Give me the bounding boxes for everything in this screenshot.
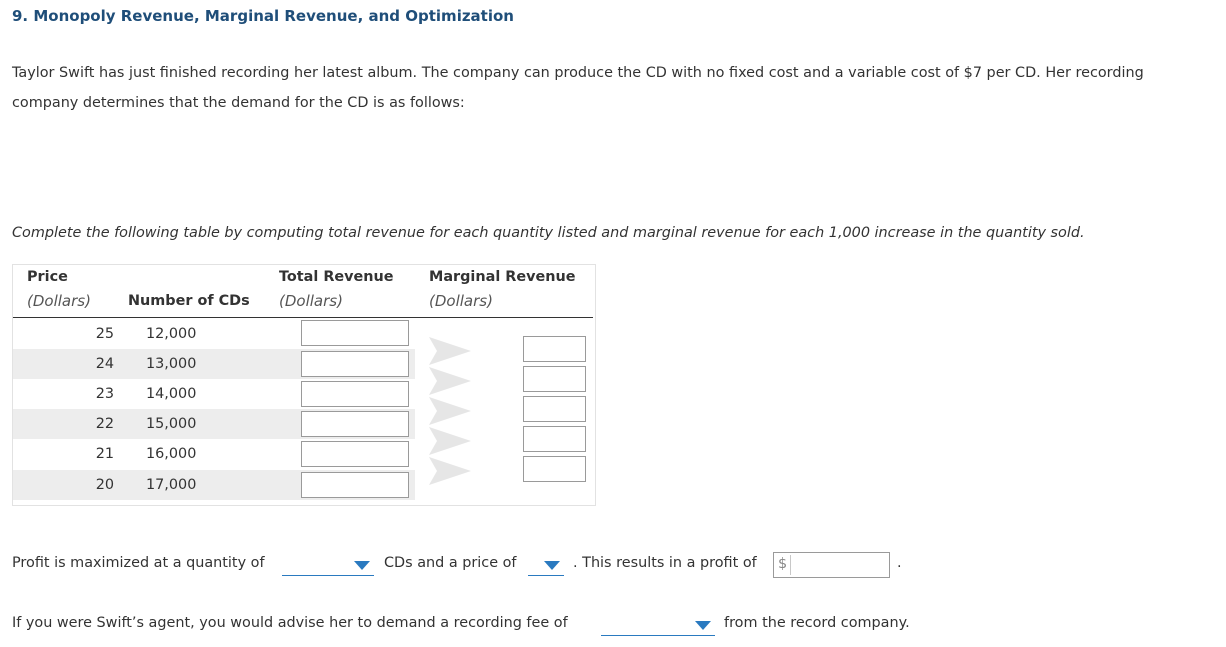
total-revenue-input[interactable] bbox=[301, 351, 409, 377]
marginal-revenue-input[interactable] bbox=[523, 456, 586, 482]
header-number-of-cds: Number of CDs bbox=[128, 293, 250, 309]
marginal-revenue-input[interactable] bbox=[523, 336, 586, 362]
instructions-text: Complete the following table by computing total revenue for each quantity listed and marginal revenue for each 1,000 increase in the quantity sold. bbox=[12, 225, 1085, 241]
price-cell: 20 bbox=[95, 477, 114, 493]
marginal-revenue-input[interactable] bbox=[523, 426, 586, 452]
total-revenue-input[interactable] bbox=[301, 320, 409, 346]
header-price-unit: (Dollars) bbox=[27, 292, 91, 310]
chevron-right-icon bbox=[429, 427, 471, 455]
currency-divider bbox=[790, 555, 791, 575]
agent-prompt-text: If you were Swift’s agent, you would advise her to demand a recording fee of bbox=[12, 615, 568, 631]
dropdown-arrow-icon bbox=[354, 561, 370, 570]
price-dropdown[interactable] bbox=[528, 555, 564, 576]
marginal-revenue-input[interactable] bbox=[523, 396, 586, 422]
chevron-right-icon bbox=[429, 337, 471, 365]
price-cell: 22 bbox=[95, 416, 114, 432]
profit-input[interactable] bbox=[773, 552, 890, 578]
profit-result-text: . This results in a profit of bbox=[573, 555, 757, 571]
price-cell: 23 bbox=[95, 386, 114, 402]
dollar-sign: $ bbox=[778, 556, 788, 572]
total-revenue-input[interactable] bbox=[301, 411, 409, 437]
header-marginal-revenue: Marginal Revenue bbox=[429, 269, 576, 285]
chevron-right-icon bbox=[429, 397, 471, 425]
total-revenue-input[interactable] bbox=[301, 381, 409, 407]
dropdown-arrow-icon bbox=[695, 621, 711, 630]
question-title: 9. Monopoly Revenue, Marginal Revenue, and Optimization bbox=[12, 7, 514, 25]
quantity-cell: 16,000 bbox=[146, 446, 197, 462]
price-cell: 25 bbox=[95, 326, 114, 342]
recording-fee-dropdown[interactable] bbox=[601, 615, 715, 636]
revenue-table bbox=[12, 264, 596, 506]
header-marginal-revenue-unit: (Dollars) bbox=[429, 292, 493, 310]
chevron-right-icon bbox=[429, 367, 471, 395]
quantity-cell: 14,000 bbox=[146, 386, 197, 402]
dropdown-arrow-icon bbox=[544, 561, 560, 570]
agent-suffix-text: from the record company. bbox=[724, 615, 910, 631]
quantity-cell: 12,000 bbox=[146, 326, 197, 342]
sentence-period: . bbox=[897, 555, 902, 571]
profit-prompt-text: Profit is maximized at a quantity of bbox=[12, 555, 265, 571]
header-price: Price bbox=[27, 269, 68, 285]
quantity-dropdown[interactable] bbox=[282, 555, 374, 576]
header-divider bbox=[13, 317, 593, 318]
header-total-revenue-unit: (Dollars) bbox=[279, 292, 343, 310]
total-revenue-input[interactable] bbox=[301, 472, 409, 498]
header-total-revenue: Total Revenue bbox=[279, 269, 394, 285]
price-cell: 24 bbox=[95, 356, 114, 372]
marginal-revenue-input[interactable] bbox=[523, 366, 586, 392]
chevron-right-icon bbox=[429, 457, 471, 485]
intro-text: Taylor Swift has just finished recording her latest album. The company can produce the CD with no fixed cost and a variable cost of $7 per CD. Her recording company determines that the demand for the CD is as follows: bbox=[12, 65, 1144, 111]
quantity-cell: 13,000 bbox=[146, 356, 197, 372]
quantity-cell: 17,000 bbox=[146, 477, 197, 493]
total-revenue-input[interactable] bbox=[301, 441, 409, 467]
price-cell: 21 bbox=[95, 446, 114, 462]
price-prompt-text: CDs and a price of bbox=[384, 555, 517, 571]
quantity-cell: 15,000 bbox=[146, 416, 197, 432]
